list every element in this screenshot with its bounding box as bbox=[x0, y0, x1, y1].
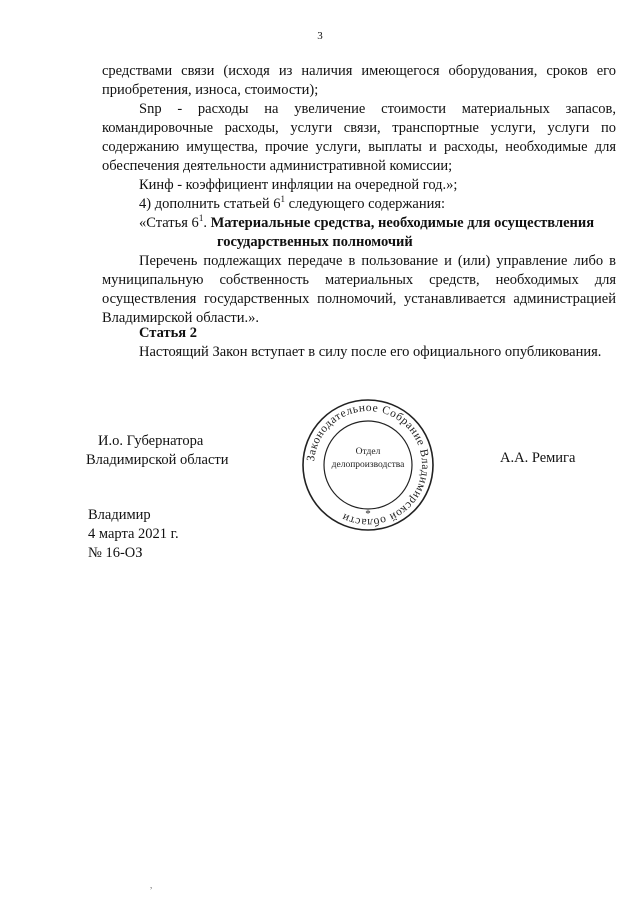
paragraph-4-text: 4) дополнить статьей 6 bbox=[139, 196, 281, 212]
city: Владимир bbox=[88, 507, 151, 523]
article-6-1-prefix: «Статья 6 bbox=[139, 215, 199, 231]
article-6-1-title-line1: Материальные средства, необходимые для осуществления bbox=[210, 215, 595, 231]
article-6-1-dot: . bbox=[203, 215, 211, 231]
paragraph-3: Кинф - коэффициент инфляции на очередной год.»; bbox=[139, 177, 458, 193]
article-6-1-heading bbox=[102, 214, 616, 252]
signature-position-line1: И.о. Губернатора bbox=[98, 433, 204, 449]
page-number: 3 bbox=[317, 30, 323, 42]
paragraph-6: Настоящий Закон вступает в силу после его официального опубликования. bbox=[139, 344, 602, 360]
paragraph-5: Перечень подлежащих передаче в пользование и (или) управление либо в муниципальную собственность материальных средств, необходимых для осуществления государственных полномочий, устанавливается администрацией Владимирской области.». bbox=[102, 253, 616, 326]
stray-mark: , bbox=[150, 880, 153, 890]
paragraph-4 bbox=[102, 195, 616, 214]
superscript: 1 bbox=[280, 194, 286, 205]
date: 4 марта 2021 г. bbox=[88, 526, 179, 542]
superscript: 1 bbox=[198, 213, 204, 224]
article-2-heading: Статья 2 bbox=[139, 325, 197, 341]
paragraph-2: Snp - расходы на увеличение стоимости материальных запасов, командировочные расходы, услуги связи, транспортные услуги, услуги по содержанию имущества, прочие услуги, выплаты и расходы, необходимые для обеспечения деятельности административной комиссии; bbox=[102, 101, 616, 174]
paragraph-1: средствами связи (исходя из наличия имеющегося оборудования, сроков его приобретения, износа, стоимости); bbox=[102, 63, 616, 98]
signature-position-line2: Владимирской области bbox=[86, 452, 229, 468]
seal-center-line1: Отдел bbox=[355, 447, 381, 457]
place-date-block bbox=[88, 506, 179, 563]
seal-star: * bbox=[365, 508, 371, 520]
article-6-1-title-line2: государственных полномочий bbox=[217, 234, 413, 250]
article-2-block bbox=[102, 324, 616, 362]
law-number: № 16-ОЗ bbox=[88, 545, 143, 561]
signature-position bbox=[86, 432, 229, 470]
document-body bbox=[102, 62, 616, 328]
seal-ring-text: Законодательное Собрание Владимирской области bbox=[305, 401, 432, 529]
paragraph-4-tail: следующего содержания: bbox=[285, 196, 446, 212]
official-seal-icon bbox=[300, 397, 436, 533]
signature-name: А.А. Ремига bbox=[500, 450, 576, 466]
seal-center-line2: делопроизводства bbox=[331, 460, 405, 470]
